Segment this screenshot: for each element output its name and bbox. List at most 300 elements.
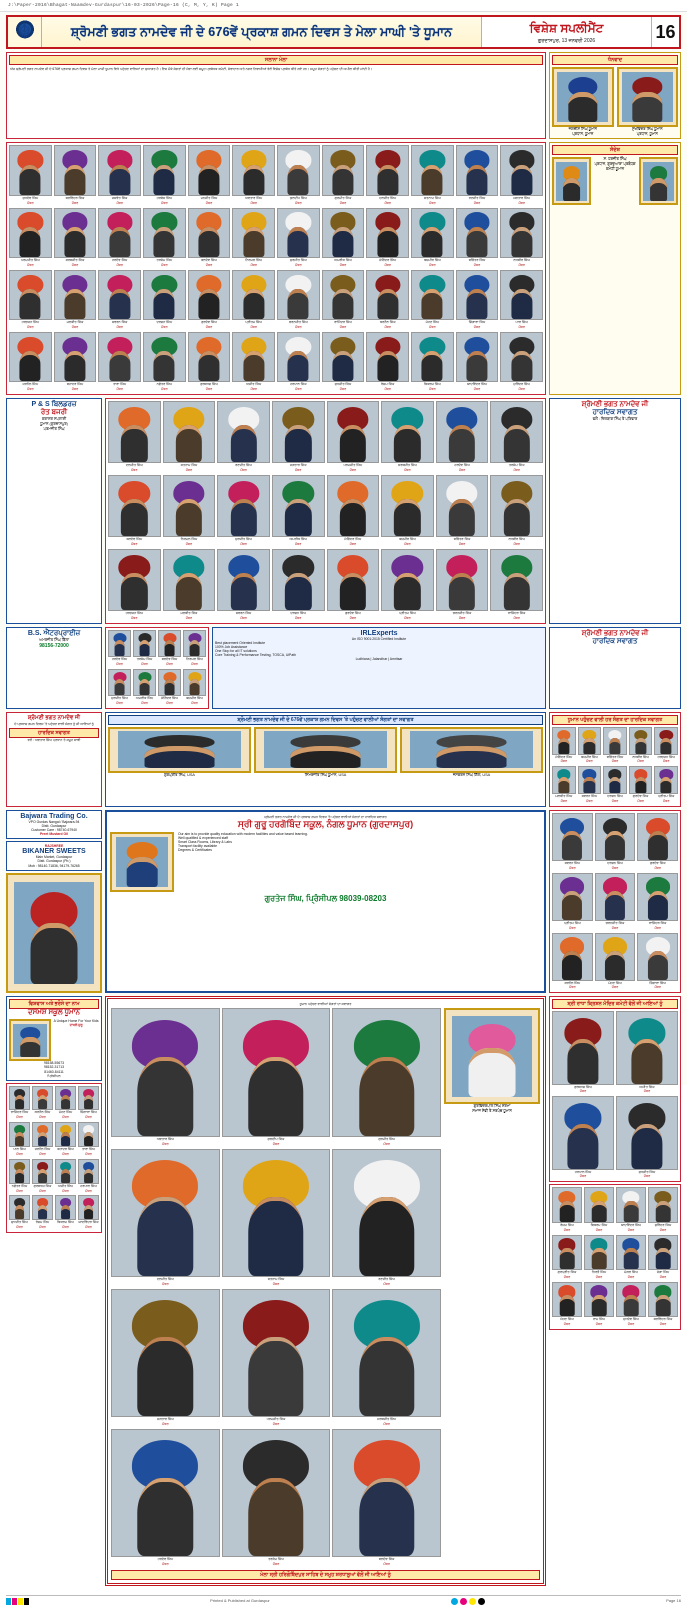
person-cell xyxy=(332,1429,441,1567)
masthead xyxy=(6,15,681,49)
person-photo xyxy=(55,1159,76,1184)
person-cell xyxy=(332,1008,441,1146)
person-photo xyxy=(456,270,499,320)
person-role: ਮੈਂਬਰ xyxy=(272,1561,280,1566)
person-role: ਮੈਂਬਰ xyxy=(473,387,481,392)
person-name: ਤਰਸੇਮ ਸਿੰਘ xyxy=(268,1556,284,1561)
person-role: ਮੈਂਬਰ xyxy=(272,1421,280,1426)
person-photo xyxy=(584,1282,614,1317)
person-role: ਮੈਂਬਰ xyxy=(205,325,213,330)
person-name: ਮਲਕੀਤ ਸਿੰਘ xyxy=(180,611,198,615)
person-cell xyxy=(603,766,627,804)
person-cell xyxy=(322,208,365,268)
person-photo xyxy=(158,669,181,696)
person-name: ਅਜੀਤ ਸਿੰਘ xyxy=(246,382,262,387)
bottom-left-photo-grid xyxy=(9,1086,99,1230)
person-role: ਮੈਂਬਰ xyxy=(250,262,257,267)
thanks-box xyxy=(549,52,681,139)
committee-photo-grid xyxy=(9,145,543,392)
person-name: ਜੋਗਿੰਦਰ ਸਿੰਘ xyxy=(555,754,573,759)
person-role: ਮੈਂਬਰ xyxy=(162,1561,169,1566)
person-photo xyxy=(9,1086,30,1111)
person-photo xyxy=(552,1011,614,1084)
person-cell xyxy=(552,727,576,765)
bottom-left-grid-block xyxy=(6,1083,102,1233)
right-bottom-title: ਸ਼੍ਰੀ ਰਾਧਾ ਕ੍ਰਿਸ਼ਨ ਮੰਦਿਰ ਕਮੇਟੀ ਵੱਲੋਂ ਜੀ ਆਇਆਂ ਨੂੰ xyxy=(552,999,678,1009)
person-photo xyxy=(9,1122,30,1147)
person-cell xyxy=(232,332,275,392)
person-role: ਮੈਂਬਰ xyxy=(116,700,123,705)
person-cell xyxy=(232,145,275,205)
bajwara-title: Bajwara Trading Co. xyxy=(20,813,88,820)
person-photo xyxy=(332,1008,441,1136)
person-photo xyxy=(232,332,275,382)
person-photo xyxy=(9,208,52,258)
bikaner-phone[interactable]: Mob : 98140-71836, 94179-76265 xyxy=(28,863,80,868)
person-role: ਮੈਂਬਰ xyxy=(85,1188,92,1193)
person-cell xyxy=(188,208,231,268)
person-role: ਮੈਂਬਰ xyxy=(349,542,357,546)
person-photo xyxy=(54,145,97,195)
ad-school[interactable] xyxy=(105,810,546,993)
person-name: ਸਵਰਨ ਸਿੰਘ xyxy=(564,860,581,865)
person-name: ਦਰਸ਼ਨ ਸਿੰਘ xyxy=(607,860,623,865)
person-name: ਅਵਤਾਰ ਸਿੰਘ xyxy=(156,1136,174,1141)
person-photo xyxy=(322,208,365,258)
person-role: ਮੈਂਬਰ xyxy=(473,325,481,330)
ad-right-title: ਸ਼੍ਰੋਮਣੀ ਭਗਤ ਨਾਮਦੇਵ ਜੀ xyxy=(581,401,649,409)
person-cell xyxy=(143,145,186,205)
person-name: ਜਗਤਾਰ ਸਿੰਘ xyxy=(513,195,530,200)
person-name: ਰਣਜੀਤ ਸਿੰਘ xyxy=(235,463,252,468)
intro-text: ਅੱਜ ਸ਼੍ਰੋਮਣੀ ਭਗਤ ਨਾਮਦੇਵ ਜੀ ਦੇ 676ਵੇਂ ਪ੍ਰਕਾਸ਼ ਗਮਨ ਦਿਵਸ ਤੇ ਮੇਲਾ ਮਾਘੀ ਧੂਮਾਨ ਵਿਖੇ ਪਹੁੰਚਣ ਵਾਲਿਆਂ ਦਾ ਸੁਆਗਤ ਹੈ। ਇਸ ਮੌਕੇ ਸੰਗਤਾਂ ਦੀ ਸੇਵਾ ਲਈ ਸਮੂਹ ਪ੍ਰਬੰਧਕ ਕਮੇਟੀ, ਸੇਵਾਦਾਰ ਅਤੇ ਨਗਰ ਨਿਵਾਸੀਆਂ ਵੱਲੋਂ ਵਿਸ਼ੇਸ਼ ਪ੍ਰਬੰਧ ਕੀਤੇ ਗਏ ਹਨ। ਸਮੂਹ ਸੰਗਤਾਂ ਨੂੰ ਪਹੁੰਚਣ ਦੀ ਅਪੀਲ ਕੀਤੀ ਜਾਂਦੀ ਹੈ। xyxy=(10,67,373,71)
person-photo xyxy=(108,549,161,611)
dasmesh-phone-3[interactable]: 81460-84111 xyxy=(44,1069,64,1074)
message-photo-2 xyxy=(639,157,678,205)
person-role: ਮੈਂਬਰ xyxy=(205,387,213,392)
issue-date: ਗੁਰਦਾਸਪੁਰ, 13 ਜਨਵਰੀ 2026 xyxy=(537,37,596,44)
person-photo xyxy=(456,332,499,382)
person-name: ਲਖਬੀਰ ਸਿੰਘ xyxy=(632,754,649,759)
irl-line-1: Best placement Oriented Institute xyxy=(215,640,266,645)
person-name: ਕਰਨੈਲ ਸਿੰਘ xyxy=(379,320,396,325)
person-photo xyxy=(277,208,320,258)
person-photo xyxy=(277,270,320,320)
print-meta-bar: J:\Paper-2016\Bhagat-Naamdev-Gurdaspur\16-03-2026\Page-16 (C, M, Y, K) Page 1 xyxy=(0,0,687,12)
usa-caption-3: ਜਸਕਰਨ ਸਿੰਘ ਗਿੱਲ, USA xyxy=(452,772,491,777)
person-name: ਚਰਨਜੀਤ ਸਿੰਘ xyxy=(452,611,472,615)
person-cell xyxy=(436,401,489,473)
person-name: ਬਲਵਿੰਦਰ ਸਿੰਘ xyxy=(653,1317,673,1322)
person-role: ਮੈਂਬਰ xyxy=(141,700,148,705)
person-cell xyxy=(654,727,678,765)
person-cell xyxy=(143,332,186,392)
person-photo xyxy=(381,401,434,463)
person-cell xyxy=(272,549,325,621)
person-cell xyxy=(552,873,593,931)
khanda-icon xyxy=(8,17,42,47)
person-cell xyxy=(277,332,320,392)
person-name: ਸਰਬਜੀਤ ਸਿੰਘ xyxy=(377,1416,396,1421)
person-cell xyxy=(552,1011,614,1094)
page-title xyxy=(42,17,481,47)
person-role: ਮੈਂਬਰ xyxy=(85,1115,92,1120)
person-role: ਮੈਂਬਰ xyxy=(384,325,391,330)
person-name: ਜੋਗਾ ਸਿੰਘ xyxy=(656,1269,670,1274)
person-photo xyxy=(411,332,454,382)
person-role: ਮੈਂਬਰ xyxy=(27,262,34,267)
person-cell xyxy=(188,270,231,330)
person-cell xyxy=(584,1187,614,1232)
ad-bs-phone[interactable]: 98156-72000 xyxy=(39,642,69,649)
person-name: ਸਵਰਨ ਸਿੰਘ xyxy=(111,320,128,325)
dasmesh-phone-2[interactable]: 98152-31713 xyxy=(44,1065,64,1070)
person-name: ਸੁਰਿੰਦਰ ਸਿੰਘ xyxy=(513,382,530,387)
person-cell xyxy=(277,208,320,268)
person-role: ਮੈਂਬਰ xyxy=(131,615,138,620)
person-photo xyxy=(500,270,543,320)
person-name: ਰਣਜੀਤ ਸਿੰਘ xyxy=(468,195,486,200)
person-role: ਮੈਂਬਰ xyxy=(272,1281,280,1286)
person-name: ਮੋਹਣ ਸਿੰਘ xyxy=(58,1110,73,1115)
person-photo xyxy=(456,145,499,195)
ad-ps-builders[interactable] xyxy=(6,398,102,624)
person-role: ਮੈਂਬਰ xyxy=(384,387,391,392)
person-cell xyxy=(9,1159,30,1194)
person-photo xyxy=(55,1086,76,1111)
person-cell xyxy=(411,208,454,268)
person-name: ਹਰਦੇਵ ਸਿੰਘ xyxy=(454,463,470,468)
person-photo xyxy=(222,1289,331,1417)
person-name: ਸੁਖਦੇਵ ਸਿੰਘ xyxy=(22,195,39,200)
person-cell xyxy=(32,1195,53,1230)
person-role: ਮੈਂਬਰ xyxy=(162,1281,169,1286)
person-name: ਜਰਨੈਲ ਸਿੰਘ xyxy=(22,382,39,387)
person-name: ਹਰਦੇਵ ਸਿੰਘ xyxy=(111,257,128,262)
bikaner-brand: RAJSHREE xyxy=(44,844,64,849)
person-cell xyxy=(98,145,141,205)
person-cell xyxy=(500,270,543,330)
person-cell xyxy=(277,145,320,205)
ad-right-greeting[interactable] xyxy=(549,398,681,624)
person-role: ਮੈਂਬਰ xyxy=(39,1151,46,1156)
person-cell xyxy=(616,1282,646,1327)
thanks-title: ਧੰਨਵਾਦ xyxy=(552,55,678,65)
person-name: ਗੁਰਦੇਵ ਸਿੰਘ xyxy=(649,860,666,865)
person-photo xyxy=(411,270,454,320)
person-cell xyxy=(222,1008,331,1146)
person-role: ਮੈਂਬਰ xyxy=(659,1227,667,1232)
person-photo xyxy=(584,1187,614,1222)
person-cell xyxy=(366,145,409,205)
person-role: ਮੈਂਬਰ xyxy=(162,1421,169,1426)
ad-ps-line2: ਕਰਾਸ਼ਰ ਸਪਲਾਈ xyxy=(41,417,67,422)
person-role: ਮੈਂਬਰ xyxy=(85,1151,92,1156)
person-name: ਅਮਰੀਕ ਸਿੰਘ xyxy=(289,537,307,542)
school-note: Our aim is to provide quality education with modern facilities and value based learning. xyxy=(178,832,308,837)
irl-line-3: One Stop for all IT solutions xyxy=(215,649,257,654)
school-title: ਸ੍ਰੀ ਗੁਰੂ ਹਰਗੋਬਿੰਦ ਸਕੂਲ, ਨੰਗਲ ਧੂਮਾਨ (ਗੁਰਦਾਸਪੁਰ) xyxy=(237,819,414,830)
person-cell xyxy=(381,475,434,547)
dasmesh-tagline: A Unique Home For Your Kids xyxy=(53,1019,99,1024)
person-name: ਗੁਰਦੇਵ ਸਿੰਘ xyxy=(632,794,649,799)
person-cell xyxy=(648,1282,678,1327)
person-role: ਮੈਂਬਰ xyxy=(62,1115,69,1120)
person-name: ਯਾਦਵਿੰਦਰ ਸਿੰਘ xyxy=(620,1222,642,1227)
person-cell xyxy=(78,1195,99,1230)
person-role: ਮੈਂਬਰ xyxy=(518,262,525,267)
person-cell xyxy=(143,208,186,268)
usa-caption-2: ਸਿਮਰਜੀਤ ਸਿੰਘ ਧੂਮਾਨ, USA xyxy=(304,772,347,777)
person-name: ਕਸ਼ਮੀਰ ਸਿੰਘ xyxy=(399,537,416,542)
person-photo xyxy=(133,669,156,696)
person-photo xyxy=(111,1149,220,1277)
person-role: ਮੈਂਬਰ xyxy=(294,468,302,473)
person-role: ਮੈਂਬਰ xyxy=(166,661,173,666)
person-photo xyxy=(327,475,380,537)
dasmesh-chip: ਦਾਖਲੇ ਸ਼ੁਰੂ xyxy=(69,1023,83,1028)
person-photo xyxy=(648,1187,678,1222)
person-cell xyxy=(188,145,231,205)
thanks-name-1: ਜਗਦੀਸ਼ ਸਿੰਘ ਧੂਮਾਨ xyxy=(568,127,597,131)
person-name: ਮਲਕੀਤ ਸਿੰਘ xyxy=(555,794,573,799)
person-role: ਮੈਂਬਰ xyxy=(16,1225,23,1230)
person-role: ਮੈਂਬਰ xyxy=(185,542,193,546)
person-role: ਮੈਂਬਰ xyxy=(513,542,520,546)
ad-bs-enterprise[interactable] xyxy=(6,627,102,709)
person-photo xyxy=(616,1282,646,1317)
person-photo xyxy=(78,1159,99,1184)
usa-photo-2 xyxy=(254,727,397,773)
person-name: ਦਰਸ਼ਨ ਸਿੰਘ xyxy=(607,794,623,799)
person-photo xyxy=(616,1187,646,1222)
left-ad-stack xyxy=(6,810,102,993)
person-role: ਮੈਂਬਰ xyxy=(563,1322,571,1327)
person-name: ਹਰਭਜਨ ਸਿੰਘ xyxy=(657,754,675,759)
person-role: ਮੈਂਬਰ xyxy=(643,1089,651,1094)
person-name: ਦਲਜੀਤ ਸਿੰਘ xyxy=(156,1276,174,1281)
person-name: ਜਸਵੰਤ ਸਿੰਘ xyxy=(111,195,128,200)
mid-photo-grid-1 xyxy=(108,401,543,621)
footer-right: Page 16 xyxy=(666,1597,681,1603)
person-name: ਪ੍ਰੀਤਮ ਸਿੰਘ xyxy=(399,611,416,615)
person-cell xyxy=(9,270,52,330)
person-cell xyxy=(327,401,380,473)
person-role: ਮੈਂਬਰ xyxy=(339,387,347,392)
person-name: ਹਰਦੇਵ ਸਿੰਘ xyxy=(111,656,128,661)
person-cell xyxy=(108,630,131,667)
person-name: ਬਚਿੱਤਰ ਸਿੰਘ xyxy=(453,537,471,542)
person-name: ਰੇਸ਼ਮ ਸਿੰਘ xyxy=(380,382,395,387)
ad-bs-title: B.S. ਐਂਟਰਪ੍ਰਾਈਜ਼ xyxy=(27,629,81,637)
left-block-title: ਸ਼੍ਰੋਮਣੀ ਭਗਤ ਨਾਮਦੇਵ ਜੀ xyxy=(27,714,81,721)
person-photo xyxy=(648,1282,678,1317)
right-photo-grid-2 xyxy=(552,813,678,990)
person-cell xyxy=(9,1122,30,1157)
person-photo xyxy=(616,1011,678,1084)
ad-irl-experts[interactable] xyxy=(212,627,546,709)
person-cell xyxy=(163,549,216,621)
person-name: ਤਰਸੇਮ ਸਿੰਘ xyxy=(508,463,525,468)
dasmesh-principal: ਪ੍ਰਿੰਸੀਪਲ xyxy=(47,1073,61,1078)
person-photo xyxy=(603,766,627,794)
usa-photo-1 xyxy=(108,727,251,773)
bikaner-line-2: Distt. Gurdaspur (Pb.) xyxy=(37,859,71,864)
person-photo xyxy=(552,1235,582,1270)
person-photo xyxy=(332,1429,441,1557)
ad-namdev-greeting[interactable] xyxy=(549,627,681,709)
person-name: ਸਵਰਨ ਸਿੰਘ xyxy=(581,794,598,799)
person-cell xyxy=(232,208,275,268)
person-photo xyxy=(490,549,543,611)
person-photo xyxy=(322,332,365,382)
person-role: ਮੈਂਬਰ xyxy=(662,799,670,804)
person-name: ਤਰਸੇਮ ਸਿੰਘ xyxy=(136,656,153,661)
person-name: ਅਜੀਤ ਸਿੰਘ xyxy=(57,1183,74,1188)
person-name: ਅਵਤਾਰ ਸਿੰਘ xyxy=(245,195,263,200)
intro-badge: ਸਲਾਨਾ ਮੇਲਾ xyxy=(9,55,543,65)
person-name: ਬਲਵਿੰਦਰ ਸਿੰਘ xyxy=(65,195,85,200)
person-role: ਮੈਂਬਰ xyxy=(569,985,576,990)
person-role: ਮੈਂਬਰ xyxy=(294,615,302,620)
person-role: ਮੈਂਬਰ xyxy=(71,200,79,205)
person-cell xyxy=(111,1429,220,1567)
person-role: ਮੈਂਬਰ xyxy=(116,325,123,330)
person-role: ਮੈਂਬਰ xyxy=(240,542,247,546)
person-role: ਮੈਂਬਰ xyxy=(205,262,213,267)
school-contact-phone[interactable]: 98039-08203 xyxy=(339,894,387,904)
person-cell xyxy=(654,766,678,804)
center-usa-block xyxy=(105,712,546,807)
dasmesh-phone-1[interactable]: 98158-55673 xyxy=(44,1061,64,1066)
person-photo xyxy=(552,873,593,921)
person-role: ਮੈਂਬਰ xyxy=(39,1225,46,1230)
thanks-role-2: ਪ੍ਰਧਾਨ, ਧੂਮਾਨ xyxy=(636,131,658,136)
person-cell xyxy=(552,1187,582,1232)
ad-right-from: ਵਲੋਂ : ਦਿਲਬਾਗ ਸਿੰਘ ਤੇ ਪਰਿਵਾਰ xyxy=(592,417,638,422)
person-name: ਮਨਜੀਤ ਸਿੰਘ xyxy=(200,195,218,200)
person-name: ਬਲਦੇਵ ਸਿੰਘ xyxy=(126,537,143,542)
school-bullet-4: Degrees & Certificates xyxy=(178,848,212,853)
ad-bajwara[interactable] xyxy=(6,810,102,839)
person-name: ਤਰਸੇਮ ਸਿੰਘ xyxy=(156,257,173,262)
person-cell xyxy=(277,270,320,330)
person-name: ਸਤਨਾਮ ਸਿੰਘ xyxy=(267,1276,285,1281)
person-photo xyxy=(54,270,97,320)
person-name: ਜੋਗਿੰਦਰ ਸਿੰਘ xyxy=(379,257,397,262)
person-name: ਮੰਗਲ ਸਿੰਘ xyxy=(624,1269,638,1274)
person-cell xyxy=(552,1235,582,1280)
person-cell xyxy=(98,270,141,330)
person-cell xyxy=(78,1122,99,1157)
person-photo xyxy=(500,208,543,258)
person-cell xyxy=(78,1086,99,1121)
person-photo xyxy=(9,270,52,320)
person-name: ਸੁਖਜੀਤ ਸਿੰਘ xyxy=(11,1220,28,1225)
person-role: ਮੈਂਬਰ xyxy=(339,262,347,267)
person-name: ਰਣਜੀਤ ਸਿੰਘ xyxy=(378,1276,395,1281)
person-name: ਸੁਰਜੀਤ ਸਿੰਘ xyxy=(290,257,307,262)
person-role: ਮੈਂਬਰ xyxy=(404,468,411,473)
irl-logo: IRLExperts xyxy=(360,629,398,637)
person-photo xyxy=(133,630,156,657)
person-cell xyxy=(54,270,97,330)
person-cell xyxy=(552,933,593,991)
person-role: ਮੈਂਬਰ xyxy=(627,1227,635,1232)
message-box xyxy=(549,142,681,395)
person-name: ਗੁਰਦੇਵ ਸਿੰਘ xyxy=(344,611,361,615)
person-photo xyxy=(436,475,489,537)
ad-bikaner[interactable] xyxy=(6,841,102,870)
person-name: ਕੁਲਦੀਪ ਸਿੰਘ xyxy=(289,195,307,200)
person-photo xyxy=(648,1235,678,1270)
committee-grid-block xyxy=(6,142,546,395)
person-name: ਚਰਨਜੀਤ ਸਿੰਘ xyxy=(288,320,308,325)
person-role: ਮੈਂਬਰ xyxy=(429,325,436,330)
person-role: ਮੈਂਬਰ xyxy=(384,200,391,205)
person-name: ਪਾਲ ਸਿੰਘ xyxy=(13,1147,26,1152)
gallery-main-name: ਗੁਰਵਿੰਦਰਪਾਲ ਸਿੰਘ ਸ਼ਰਮਾ xyxy=(473,1104,511,1109)
person-role: ਮੈਂਬਰ xyxy=(611,985,619,990)
person-name: ਦਰਸ਼ਨ ਸਿੰਘ xyxy=(156,320,173,325)
irl-line-2: 100% Job Assistance xyxy=(215,644,248,649)
person-photo xyxy=(366,208,409,258)
person-photo xyxy=(163,401,216,463)
person-photo xyxy=(637,813,678,861)
person-cell xyxy=(183,630,206,667)
person-role: ਮੈਂਬਰ xyxy=(383,1561,390,1566)
person-role: ਮੈਂਬਰ xyxy=(513,615,520,620)
person-role: ਮੈਂਬਰ xyxy=(161,262,168,267)
person-photo xyxy=(54,208,97,258)
person-role: ਮੈਂਬਰ xyxy=(162,1141,169,1146)
person-cell xyxy=(436,549,489,621)
person-role: ਮੈਂਬਰ xyxy=(62,1225,69,1230)
person-name: ਗੁਰਮੀਤ ਸਿੰਘ xyxy=(334,195,352,200)
person-name: ਕਰਨੈਲ ਸਿੰਘ xyxy=(34,1110,51,1115)
person-name: ਰਾਜਿੰਦਰ ਸਿੰਘ xyxy=(507,611,526,615)
person-photo xyxy=(32,1122,53,1147)
person-photo xyxy=(552,1187,582,1222)
person-cell xyxy=(327,549,380,621)
ad-dasmesh[interactable] xyxy=(6,996,102,1080)
thanks-role-1: ਪ੍ਰਧਾਨ, ਧੂਮਾਨ xyxy=(572,131,594,136)
person-role: ਮੈਂਬਰ xyxy=(27,387,34,392)
person-photo xyxy=(108,630,131,657)
person-cell xyxy=(552,766,576,804)
registration-bar xyxy=(6,1598,29,1605)
gallery-main-portrait xyxy=(444,1008,540,1104)
person-role: ਮੈਂਬਰ xyxy=(404,542,411,546)
person-role: ਮੈਂਬਰ xyxy=(513,468,520,473)
person-role: ਮੈਂਬਰ xyxy=(560,759,568,764)
person-role: ਮੈਂਬਰ xyxy=(595,1322,603,1327)
masthead-title: ਸ਼੍ਰੋਮਣੀ ਭਗਤ ਨਾਮਦੇਵ ਜੀ ਦੇ 676ਵੇਂ ਪ੍ਰਕਾਸ਼ ਗਮਨ ਦਿਵਸ ਤੇ ਮੇਲਾ ਮਾਘੀ 'ਤੇ ਧੂਮਾਨ xyxy=(70,24,453,39)
person-photo xyxy=(272,549,325,611)
person-role: ਮੈਂਬਰ xyxy=(272,1141,280,1146)
person-role: ਮੈਂਬਰ xyxy=(627,1322,635,1327)
ad-ps-sub: ਧੂਮਾਨ (ਗੁਰਦਾਸਪੁਰ) xyxy=(40,422,68,427)
ad-ps-title: P & S ਬਿਲਡਰਜ਼ xyxy=(31,401,77,409)
message-line-2: ਪ੍ਰਧਾਨ, ਗੁਰਦੁਆਰਾ ਪ੍ਰਬੰਧਕ ਕਮੇਟੀ ਧੂਮਾਨ xyxy=(594,162,636,171)
person-photo xyxy=(158,630,181,657)
person-role: ਮੈਂਬਰ xyxy=(654,985,661,990)
school-bullet-3: Transport facility available xyxy=(178,844,218,849)
person-name: ਗੁਰਬਖਸ਼ ਸਿੰਘ xyxy=(33,1183,52,1188)
person-photo xyxy=(98,145,141,195)
person-role: ਮੈਂਬਰ xyxy=(659,1322,667,1327)
person-cell xyxy=(616,1011,678,1094)
